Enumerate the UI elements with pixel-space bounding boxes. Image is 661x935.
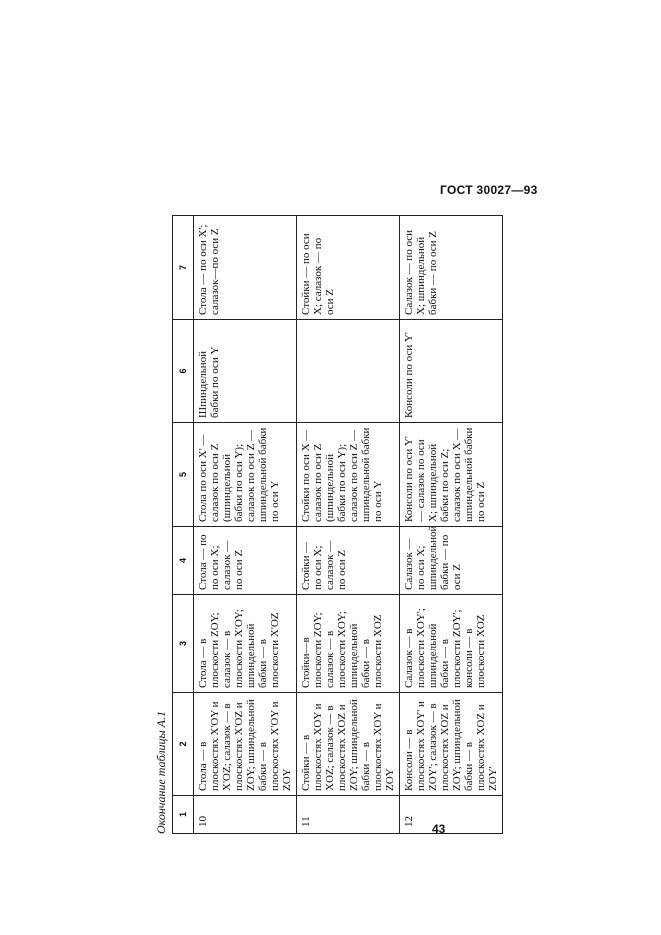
table-cell: Стола по оси X' — салазок по оси Z (шпиндельной бабки по оси Y); салазок по оси Z — шпиндельной бабки по оси Y [194,423,297,527]
column-header: 5 [173,423,194,527]
table-cell: Стойки—в плоскости ZOY; салазок — в плоскости XOY; шпиндельной бабки — в плоскости XOZ [297,595,400,693]
column-header: 1 [173,796,194,834]
rotated-table-block [153,216,499,834]
table-cell: Стойки по оси X — салазок по оси Z (шпиндельной бабки по оси Y); салазок по оси Z — шпиндельной бабки по оси Y [297,423,400,527]
table-cell: Стола — по оси X'; салазок—по оси Z [194,216,297,320]
column-header: 7 [173,216,194,320]
table-cell: Стойки — по оси X; салазок — по оси Z [297,527,400,595]
column-header: 2 [173,693,194,796]
table-cell: Стойки — в плоскостях XOY и XOZ; салазок — в плоскостях XOZ и ZOY; шпиндельной бабки — в плоскостях XOY и ZOY [297,693,400,796]
page-header: ГОСТ 30027—93 [440,183,538,197]
table-cell: Стола — в плоскости ZOY; салазок — в плоскости X'OY; шпиндельной бабки — в плоскости X'OZ [194,595,297,693]
table-cell [297,320,400,423]
table-cell: Стола — в плоскостях X'OY и X'OZ; салазок — в плоскостях X'OZ и ZOY; шпиндельной бабки — в плоскостях X'OY и ZOY [194,693,297,796]
table-cell: Салазок — в плоскости XOY'; шпиндельной бабки — в плоскости ZOY'; консоли — в плоскости XOZ [400,595,503,693]
table-row [297,216,400,834]
table-cell: Стойки — по оси X; салазок — по оси Z [297,216,400,320]
table-cell: Салазок — по оси X; шпиндельной бабки — по оси Z [400,216,503,320]
row-number: 12 [400,796,503,834]
table-cell: Консоли — в плоскостях XOY' и ZOY'; салазок — в плоскостях XOZ и ZOY; шпиндельной бабки — в плоскостях XOZ и ZOY' [400,693,503,796]
table-header-row [173,216,194,834]
table-cell: Консоли по оси Y' [400,320,503,423]
page-number: 43 [432,822,446,836]
table-cell: Шпиндельной бабки по оси Y [194,320,297,423]
table-caption: Окончание таблицы А.1 [154,710,168,834]
column-header: 3 [173,595,194,693]
row-number: 11 [297,796,400,834]
table-cell: Стола — по по оси X; салазок — по оси Z [194,527,297,595]
table-cell: Консоли по оси Y' — салазок по оси X; шпиндельной бабки по оси Z; салазок по оси X — шпиндельной бабки по оси Z [400,423,503,527]
table-cell: Салазок — по оси X; шпиндельной бабки — по оси Z [400,527,503,595]
table-row [194,216,297,834]
column-header: 6 [173,320,194,423]
table-row [400,216,503,834]
column-header: 4 [173,527,194,595]
row-number: 10 [194,796,297,834]
continuation-table [172,215,503,834]
